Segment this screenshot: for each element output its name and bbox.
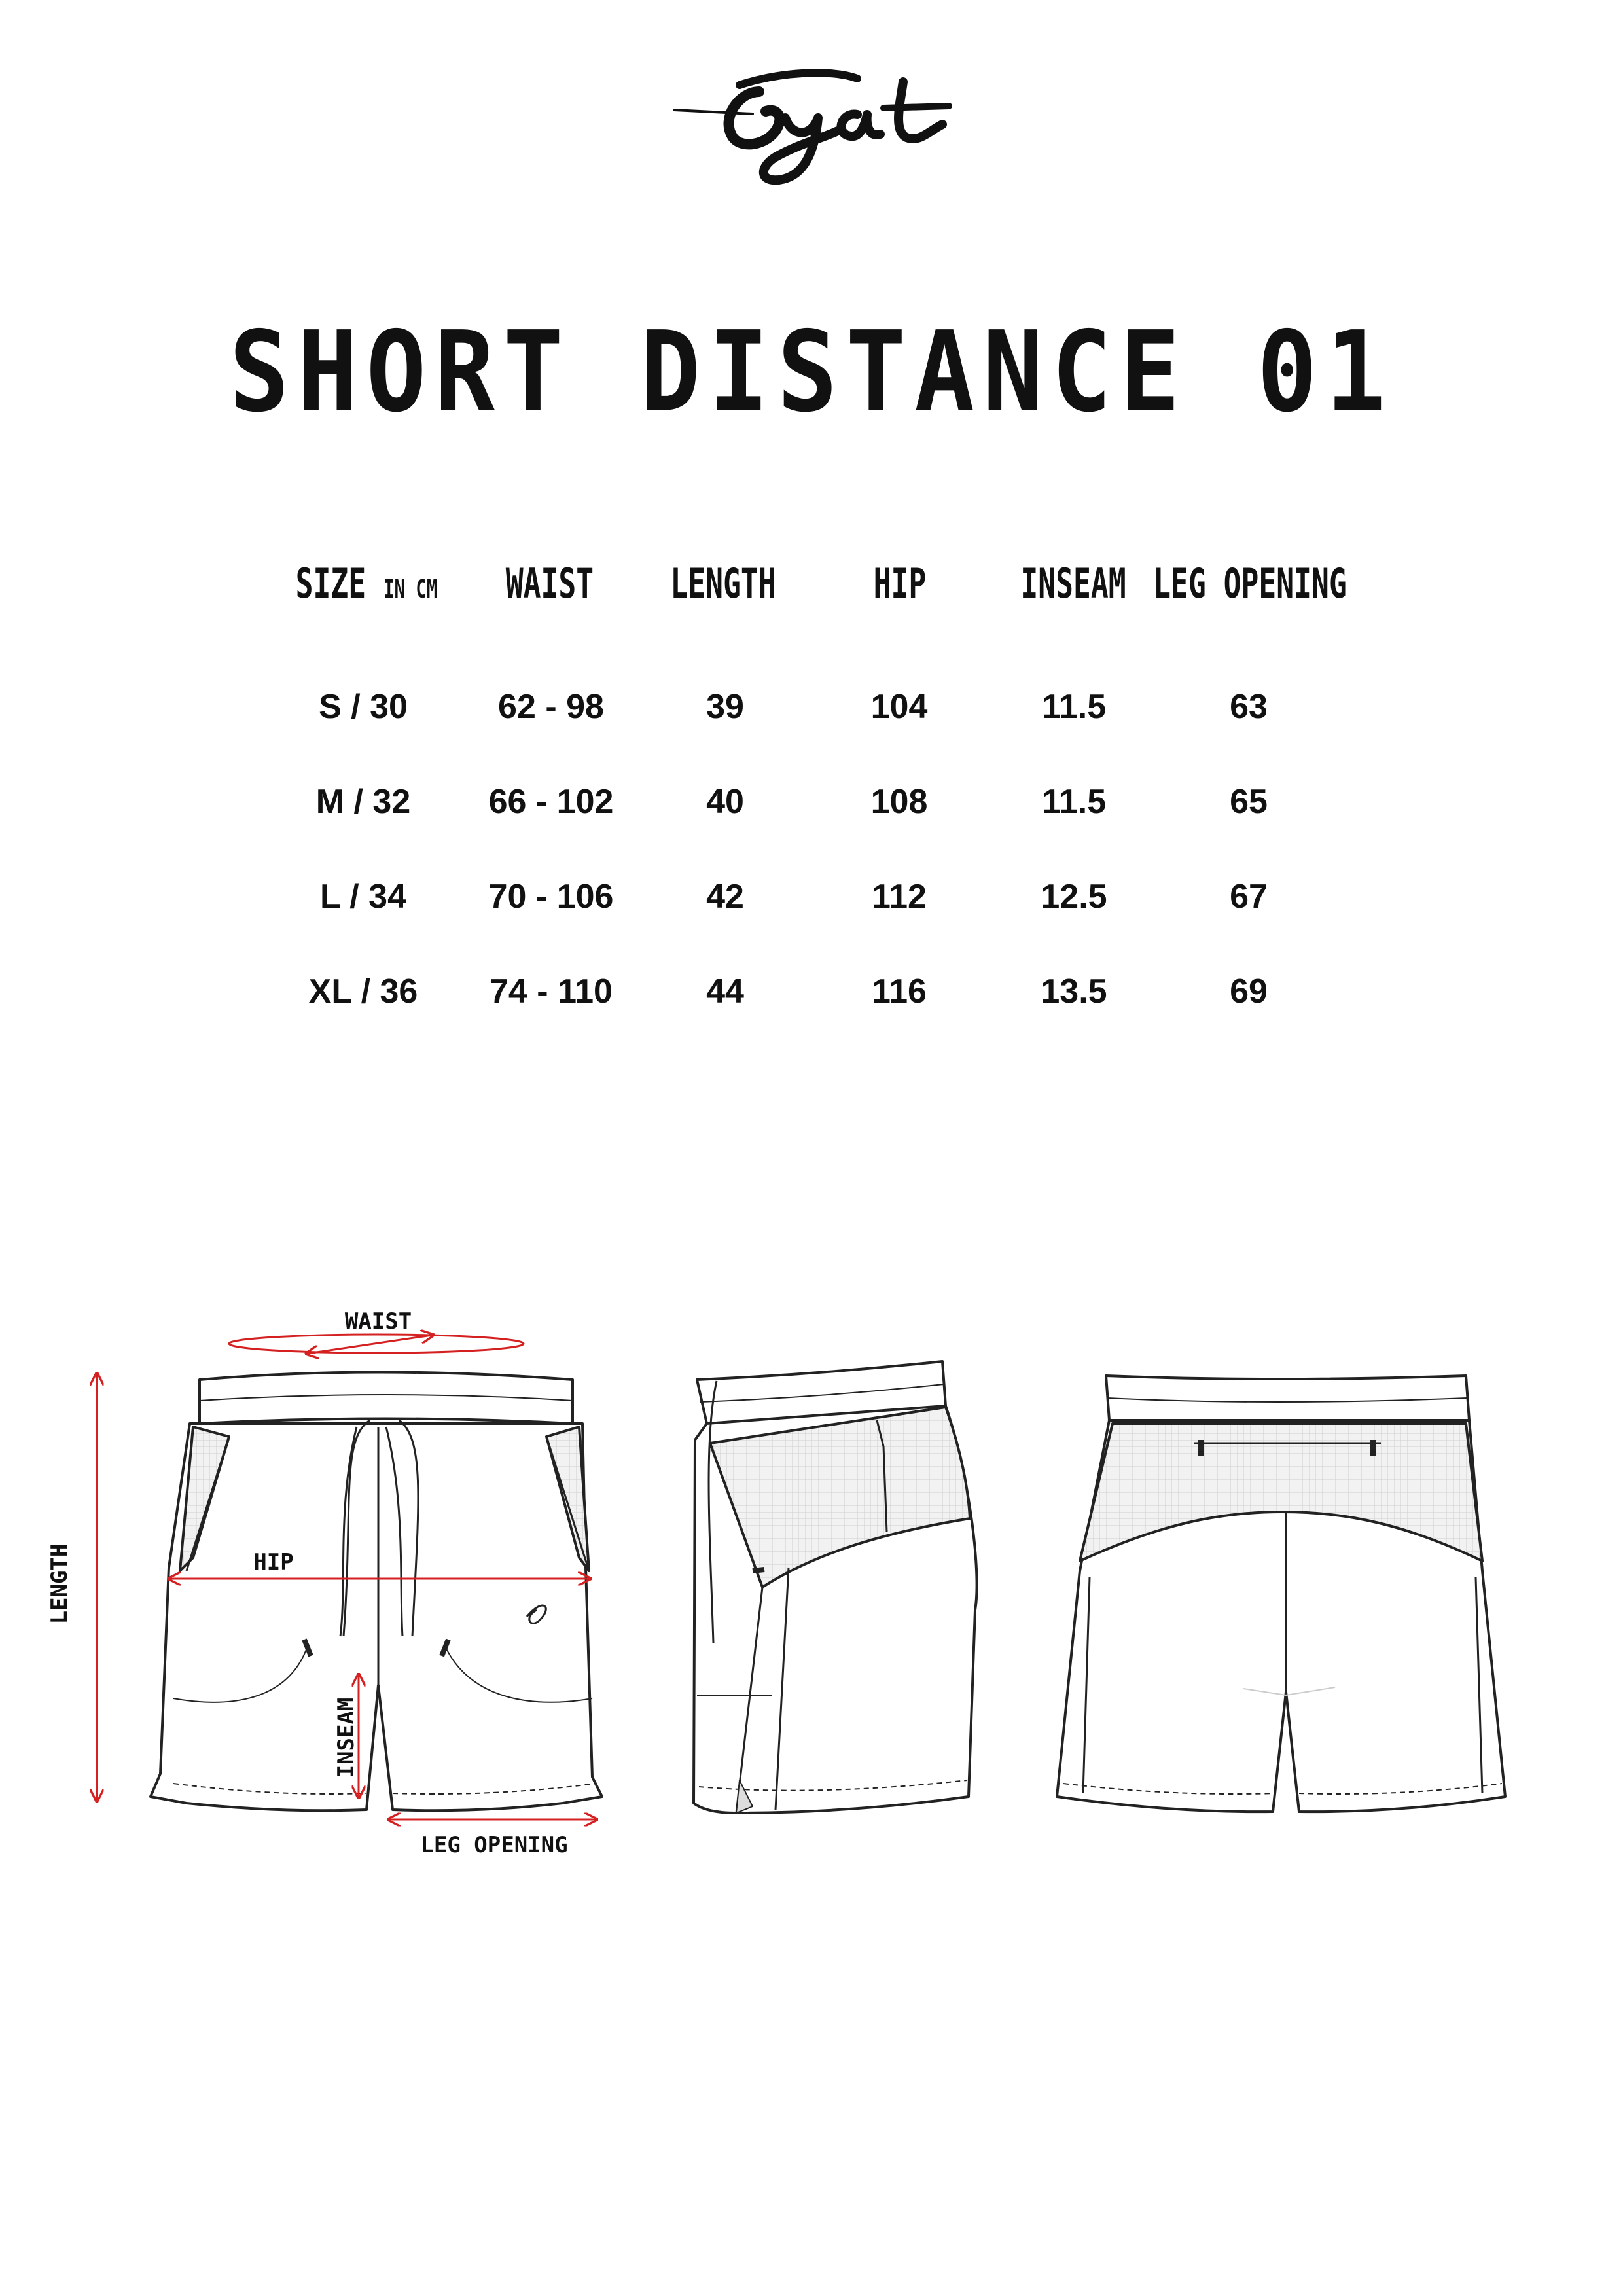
side-view — [694, 1361, 977, 1813]
size-unit-label: IN CM — [383, 575, 438, 603]
leg-opening-cell: 69 — [1230, 973, 1268, 1011]
size-cell: M / 32 — [315, 783, 411, 821]
shorts-technical-diagram — [0, 1276, 1623, 1898]
waist-cell: 66 - 102 — [488, 783, 614, 821]
hip-cell: 108 — [870, 783, 928, 821]
inseam-cell: 11.5 — [1041, 688, 1107, 726]
front-view — [151, 1372, 602, 1811]
page-title: SHORT DISTANCE 01 — [228, 308, 1395, 437]
column-header-waist: WAIST — [505, 560, 594, 607]
hip-label: HIP — [253, 1549, 294, 1575]
hip-cell: 112 — [872, 878, 927, 916]
column-header-hip: HIP — [873, 560, 927, 607]
brand-logo — [661, 46, 975, 190]
column-header-size — [287, 560, 447, 607]
leg-opening-cell: 63 — [1230, 688, 1268, 726]
length-cell: 40 — [706, 783, 744, 821]
size-cell: S / 30 — [319, 688, 408, 726]
hip-cell: 104 — [870, 688, 928, 726]
waist-cell: 62 - 98 — [498, 688, 604, 726]
inseam-cell: 11.5 — [1041, 783, 1107, 821]
length-label: LENGTH — [46, 1543, 73, 1624]
waist-cell: 70 - 106 — [488, 878, 614, 916]
length-cell: 39 — [706, 688, 744, 726]
inseam-cell: 12.5 — [1041, 878, 1107, 916]
column-header-inseam: INSEAM — [1020, 560, 1126, 607]
leg-opening-cell: 65 — [1230, 783, 1268, 821]
hip-cell: 116 — [872, 973, 927, 1011]
inseam-cell: 13.5 — [1041, 973, 1107, 1011]
column-header-length: LENGTH — [670, 560, 776, 607]
column-header-leg-opening: LEG OPENING — [1153, 560, 1347, 607]
length-cell: 42 — [706, 878, 744, 916]
size-cell: XL / 36 — [308, 973, 418, 1011]
back-view — [1057, 1376, 1505, 1812]
leg-opening-label: LEG OPENING — [420, 1832, 568, 1858]
inseam-label: INSEAM — [333, 1697, 359, 1778]
size-cell: L / 34 — [319, 878, 406, 916]
length-cell: 44 — [706, 973, 744, 1011]
waist-label: WAIST — [344, 1308, 412, 1335]
waist-cell: 74 - 110 — [490, 973, 613, 1011]
leg-opening-cell: 67 — [1230, 878, 1268, 916]
size-label: SIZE — [295, 560, 366, 607]
waist-arrow — [308, 1335, 432, 1354]
